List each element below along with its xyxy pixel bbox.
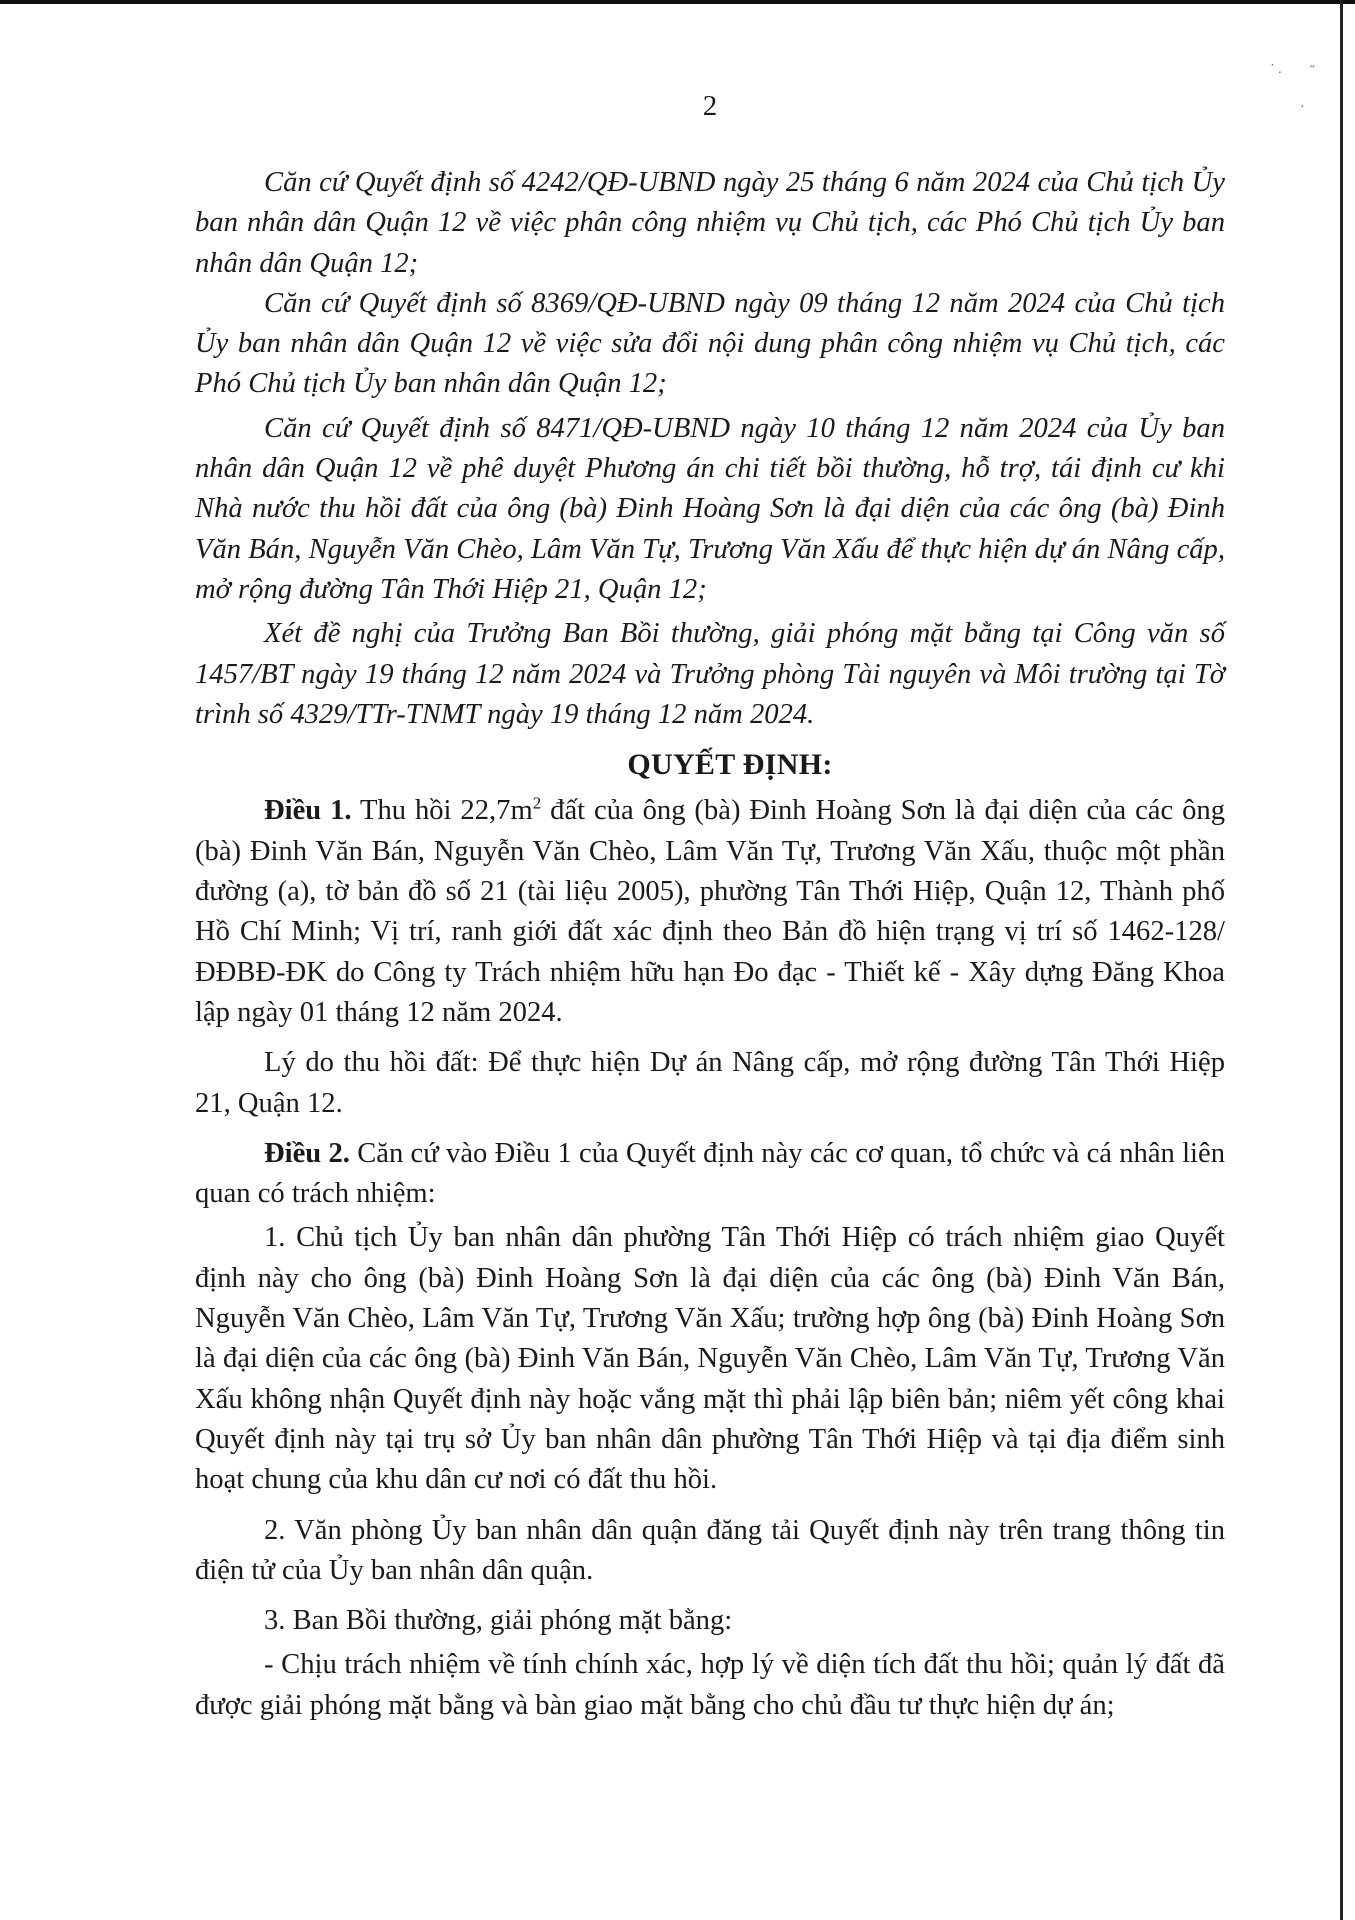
article-2-intro: Căn cứ vào Điều 1 của Quyết định này các cơ quan, tổ chức và cá nhân liên quan có trách nhiệm: [195, 1137, 1225, 1210]
scan-speck: ˙ . [1270, 62, 1282, 77]
article-2-item-3-duty: - Chịu trách nhiệm về tính chính xác, hợp lý về diện tích đất thu hồi; quản lý đất đã được giải phóng mặt bằng và bàn giao mặt bằng cho chủ đầu tư thực hiện dự án; [195, 1649, 1225, 1721]
article-2-heading: Điều 2. [264, 1137, 350, 1169]
article-2-item-3: 3. Ban Bồi thường, giải phóng mặt bằng: [264, 1605, 733, 1637]
preamble-basis-2: Căn cứ Quyết định số 8369/QĐ-UBND ngày 09 tháng 12 năm 2024 của Chủ tịch Ủy ban nhân dân Quận 12 về việc sửa đổi nội dung phân công nhiệm vụ Chủ tịch, các Phó Chủ tịch Ủy ban nhân dân Quận 12; [195, 287, 1225, 400]
page-border-top [0, 0, 1355, 4]
article-1-reason: Lý do thu hồi đất: Để thực hiện Dự án Nâng cấp, mở rộng đường Tân Thới Hiệp 21, Quận 12. [195, 1047, 1225, 1119]
article-1 [195, 791, 1225, 1033]
article-2 [195, 1134, 1225, 1215]
decision-title: QUYẾT ĐỊNH: [627, 748, 833, 782]
page-number: 2 [702, 90, 718, 122]
preamble-proposal: Xét đề nghị của Trưởng Ban Bồi thường, giải phóng mặt bằng tại Công văn số 1457/BT ngày 19 tháng 12 năm 2024 và Trưởng phòng Tài nguyên và Môi trường tại Tờ trình số 4329/TTr-TNMT ngày 19 tháng 12 năm 2024. [195, 618, 1225, 730]
article-1-text-a: Thu hồi 22,7m [351, 795, 533, 827]
page-border-right [1340, 0, 1343, 1920]
preamble-basis-1: Căn cứ Quyết định số 4242/QĐ-UBND ngày 25 tháng 6 năm 2024 của Chủ tịch Ủy ban nhân dân Quận 12 về việc phân công nhiệm vụ Chủ tịch, các Phó Chủ tịch Ủy ban nhân dân Quận 12; [195, 167, 1225, 279]
scan-speck: ˶ [1310, 58, 1315, 73]
article-2-item-2: 2. Văn phòng Ủy ban nhân dân quận đăng tải Quyết định này trên trang thông tin điện tử của Ủy ban nhân dân quận. [195, 1514, 1225, 1586]
scan-speck: · [1300, 100, 1305, 115]
article-1-text-b: đất của ông (bà) Đinh Hoàng Sơn là đại diện của các ông (bà) Đinh Văn Bán, Nguyễn Văn Chèo, Lâm Văn Tự, Trương Văn Xấu, thuộc một phần đường (a), tờ bản đồ số 21 (tài liệu 2005), phường Tân Thới Hiệp, Quận 12, Thành phố Hồ Chí Minh; Vị trí, ranh giới đất xác định theo Bản đồ hiện trạng vị trí số 1462-128/ĐĐBĐ-ĐK do Công ty Trách nhiệm hữu hạn Đo đạc - Thiết kế - Xây dựng Đăng Khoa lập ngày 01 tháng 12 năm 2024. [195, 795, 1225, 1028]
area-unit-superscript: 2 [532, 793, 542, 813]
article-2-item-1: 1. Chủ tịch Ủy ban nhân dân phường Tân Thới Hiệp có trách nhiệm giao Quyết định này cho ông (bà) Đinh Hoàng Sơn là đại diện của các ông (bà) Đinh Văn Bán, Nguyễn Văn Chèo, Lâm Văn Tự, Trương Văn Xấu; trường hợp ông (bà) Đinh Hoàng Sơn là đại diện của các ông (bà) Đinh Văn Bán, Nguyễn Văn Chèo, Lâm Văn Tự, Trương Văn Xấu không nhận Quyết định này hoặc vắng mặt thì phải lập biên bản; niêm yết công khai Quyết định này tại trụ sở Ủy ban nhân dân phường Tân Thới Hiệp và tại địa điểm sinh hoạt chung của khu dân cư nơi có đất thu hồi. [195, 1222, 1225, 1496]
preamble-basis-3: Căn cứ Quyết định số 8471/QĐ-UBND ngày 10 tháng 12 năm 2024 của Ủy ban nhân dân Quận 12 về phê duyệt Phương án chi tiết bồi thường, hỗ trợ, tái định cư khi Nhà nước thu hồi đất của ông (bà) Đinh Hoàng Sơn là đại diện của các ông (bà) Đinh Văn Bán, Nguyễn Văn Chèo, Lâm Văn Tự, Trương Văn Xấu để thực hiện dự án Nâng cấp, mở rộng đường Tân Thới Hiệp 21, Quận 12; [195, 412, 1225, 605]
article-1-heading: Điều 1. [264, 795, 352, 827]
document-body [195, 163, 1225, 1726]
